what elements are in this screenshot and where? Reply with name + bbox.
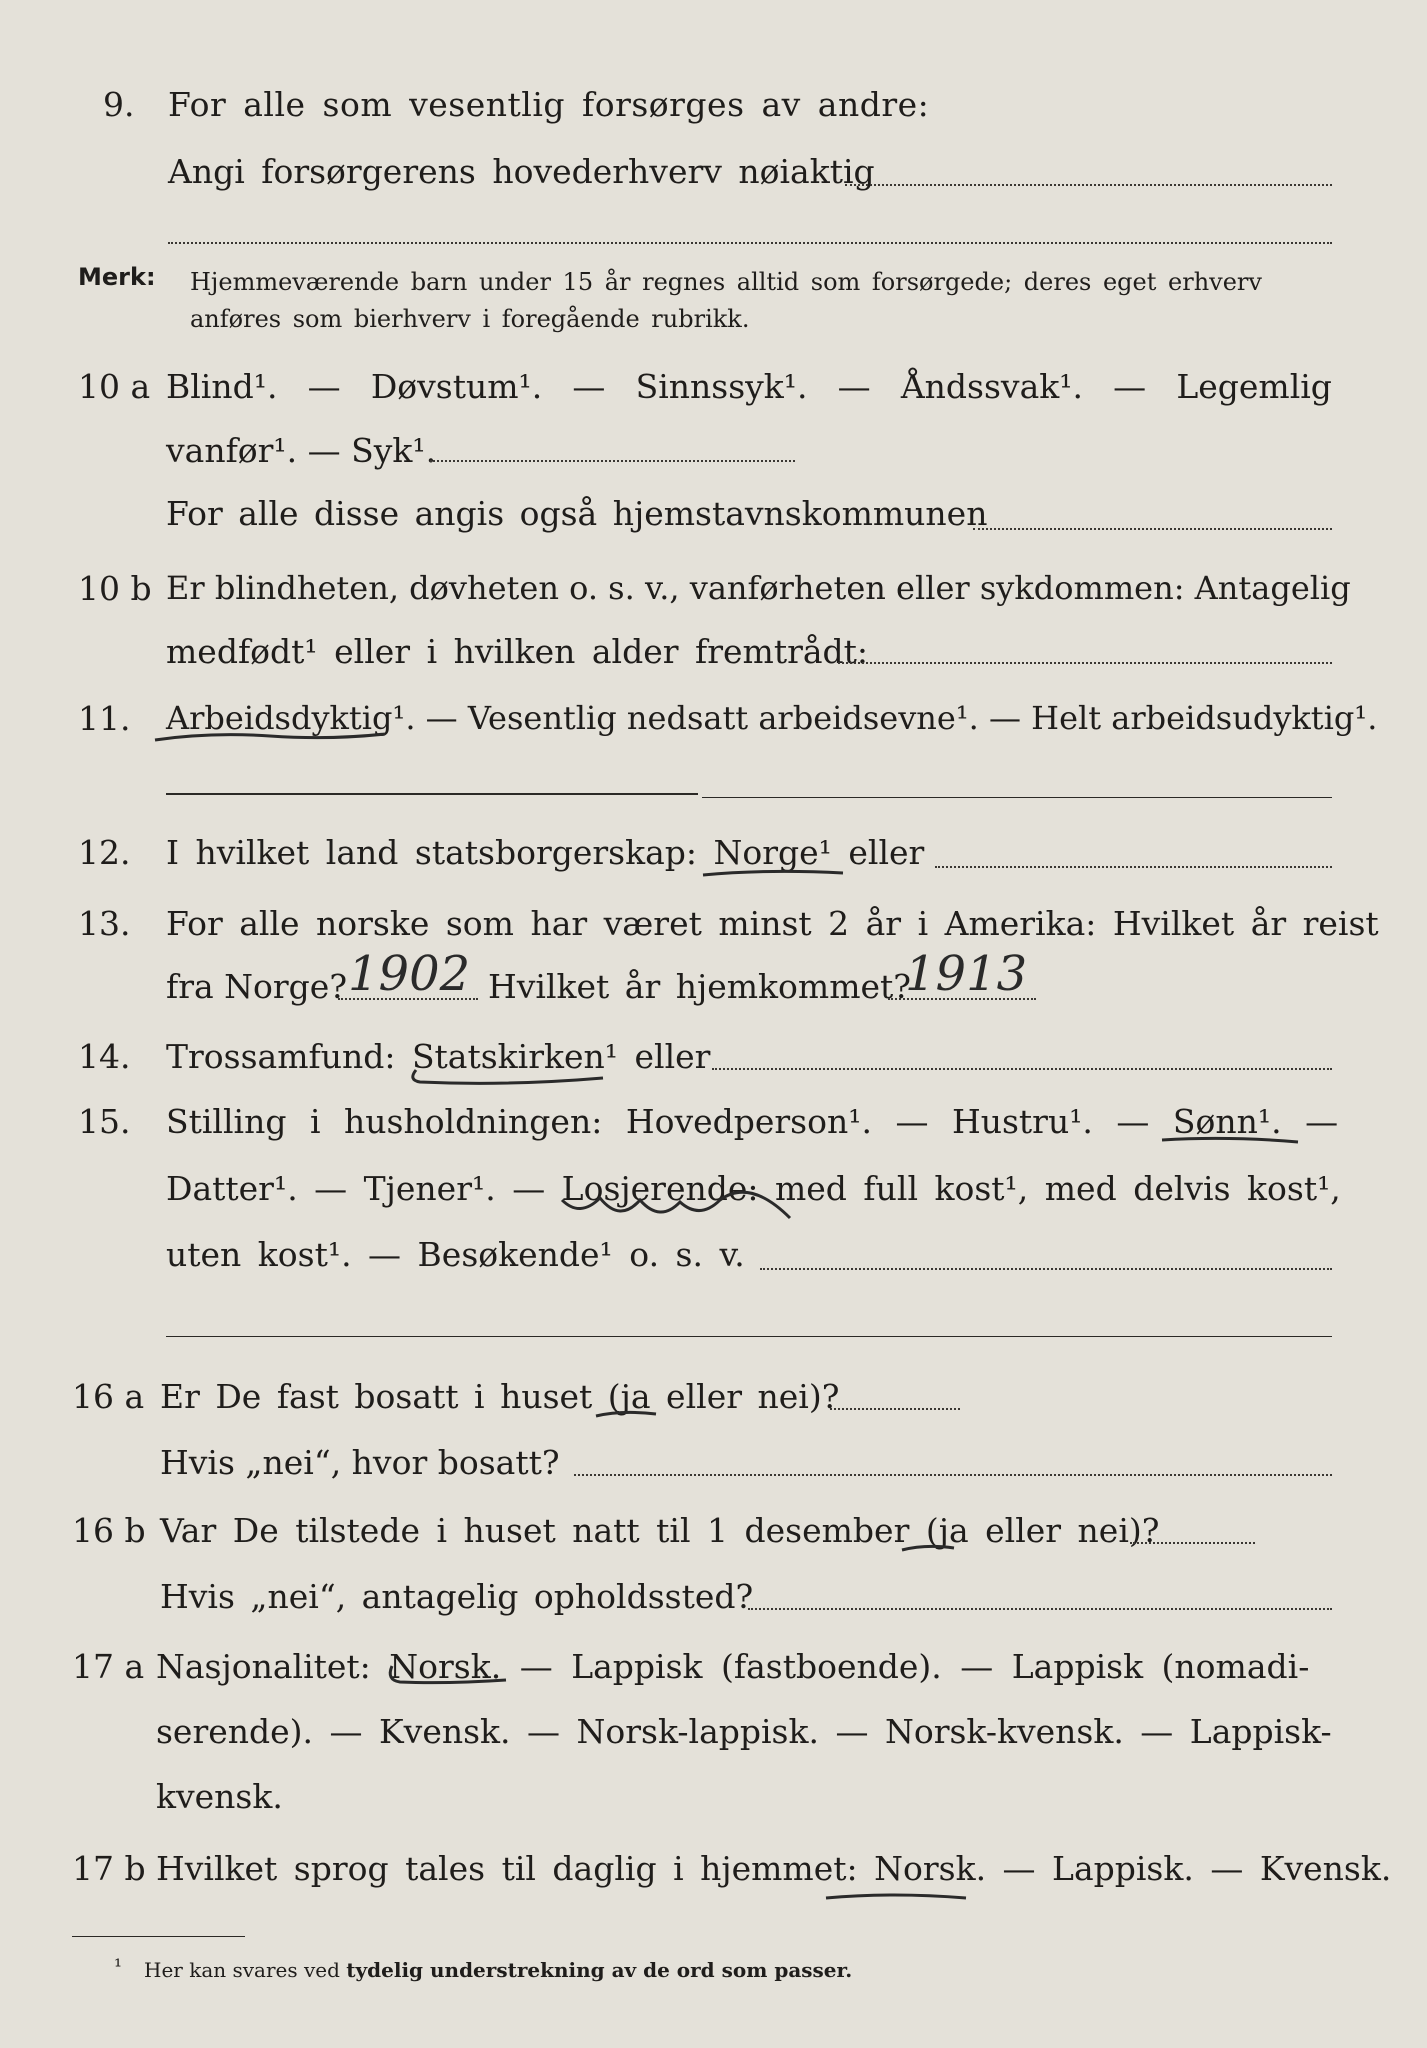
q10b-line1: Er blindheten, døvheten o. s. v., vanførheten eller sykdommen: Antagelig xyxy=(166,569,1351,607)
underline-mark xyxy=(408,1066,608,1090)
q10b-line2: medfødt¹ eller i hvilken alder fremtrådt: xyxy=(166,632,869,671)
underline-mark xyxy=(898,1540,958,1556)
merk-line2: anføres som bierhverv i foregående rubrikk. xyxy=(190,305,750,333)
q16b-number: 16 b xyxy=(72,1511,146,1550)
dash: — xyxy=(572,367,606,406)
q16a-line2: Hvis „nei“, hvor bosatt? xyxy=(160,1443,560,1482)
q11-text: Arbeidsdyktig¹. — Vesentlig nedsatt arbeidsevne¹. — Helt arbeidsudyktig¹. xyxy=(166,699,1378,737)
q14-number: 14. xyxy=(78,1037,131,1076)
underline-mark xyxy=(698,865,848,885)
q9-line2: Angi forsørgerens hovederhverv nøiaktig xyxy=(168,152,875,191)
option-dovstum[interactable]: Døvstum¹. xyxy=(370,367,543,406)
q12-text: I hvilket land statsborgerskap: Norge¹ eller xyxy=(166,833,925,872)
q13-answer-departure[interactable]: 1902 xyxy=(348,946,471,1002)
q16a-number: 16 a xyxy=(72,1377,145,1416)
q15-answer-line[interactable] xyxy=(760,1268,1332,1270)
option-legemlig[interactable]: Legemlig xyxy=(1176,367,1332,406)
q16a-residence-line[interactable] xyxy=(574,1474,1332,1476)
q17a-line3: kvensk. xyxy=(156,1777,283,1816)
q9-number: 9. xyxy=(103,85,135,124)
q12-answer-line[interactable] xyxy=(935,866,1332,868)
q15-number: 15. xyxy=(78,1102,131,1141)
q9-line1: For alle som vesentlig forsørges av andre: xyxy=(168,85,930,124)
q10b-answer-line[interactable] xyxy=(838,662,1332,664)
q11-answer-rule[interactable] xyxy=(166,793,698,795)
q16b-line1: Var De tilstede i huset natt til 1 desember (ja eller nei)? xyxy=(160,1511,1160,1550)
q16a-line1: Er De fast bosatt i huset (ja eller nei)? xyxy=(160,1377,840,1416)
q17a-number: 17 a xyxy=(72,1647,145,1686)
q11-answer-rule-2[interactable] xyxy=(702,797,1332,798)
footnote-text-b: tydelig understrekning av de ord som passer. xyxy=(346,1958,853,1982)
q17a-line2: serende). — Kvensk. — Norsk-lappisk. — Norsk-kvensk. — Lappisk- xyxy=(156,1712,1332,1751)
q13-return-line xyxy=(888,998,1036,1000)
q10a-line1 xyxy=(166,367,1332,406)
q13-number: 13. xyxy=(78,904,131,943)
q15-line1: Stilling i husholdningen: Hovedperson¹. — Hustru¹. — Sønn¹. — xyxy=(166,1102,1339,1141)
q16a-answer-line[interactable] xyxy=(830,1408,960,1410)
dash: — xyxy=(837,367,871,406)
dash: — xyxy=(307,367,341,406)
q15-answer-rule[interactable] xyxy=(166,1336,1332,1337)
q13-answer-return[interactable]: 1913 xyxy=(905,946,1028,1002)
q16b-answer-line[interactable] xyxy=(1130,1542,1255,1544)
q9-answer-line[interactable] xyxy=(845,184,1332,186)
dash: — xyxy=(1113,367,1147,406)
q10a-answer-line[interactable] xyxy=(430,460,795,462)
underline-mark xyxy=(150,728,390,748)
q17a-line1: Nasjonalitet: Norsk. — Lappisk (fastboende). — Lappisk (nomadi- xyxy=(156,1647,1310,1686)
q16b-line2: Hvis „nei“, antagelig opholdssted? xyxy=(160,1577,754,1616)
q10a-line2: vanfør¹. — Syk¹. xyxy=(166,431,437,470)
q13-line1: For alle norske som har været minst 2 år i Amerika: Hvilket år reist xyxy=(166,904,1379,943)
q14-text: Trossamfund: Statskirken¹ eller xyxy=(166,1037,711,1076)
q12-number: 12. xyxy=(78,833,131,872)
underline-mark xyxy=(386,1660,516,1690)
option-blind[interactable]: Blind¹. xyxy=(166,367,278,406)
underline-mark xyxy=(1158,1132,1308,1150)
strike-mark xyxy=(560,1178,800,1238)
underline-mark xyxy=(592,1406,662,1422)
q16b-whereabouts-line[interactable] xyxy=(748,1608,1332,1610)
q13-line2b: Hvilket år hjemkommet? xyxy=(488,967,911,1006)
option-sinnssyk[interactable]: Sinnssyk¹. xyxy=(635,367,808,406)
q13-departure-line xyxy=(338,998,478,1000)
q15-line3: uten kost¹. — Besøkende¹ o. s. v. xyxy=(166,1235,745,1274)
merk-line1: Hjemmeværende barn under 15 år regnes alltid som forsørgede; deres eget erhverv xyxy=(190,268,1262,296)
q15-line2: Datter¹. — Tjener¹. — Losjerende: med full kost¹, med delvis kost¹, xyxy=(166,1169,1341,1208)
q17b-number: 17 b xyxy=(72,1849,146,1888)
q14-answer-line[interactable] xyxy=(712,1068,1332,1070)
merk-label: Merk: xyxy=(78,263,156,291)
q10a-hometown-line[interactable] xyxy=(973,528,1332,530)
option-andssvak[interactable]: Åndssvak¹. xyxy=(900,367,1083,406)
footnote-text-a: Her kan svares ved xyxy=(144,1958,347,1982)
q13-line2a: fra Norge? xyxy=(166,967,348,1006)
footnote-text xyxy=(144,1960,852,1980)
q9-answer-line-2[interactable] xyxy=(168,242,1332,244)
q10a-number: 10 a xyxy=(78,367,151,406)
q17b-text: Hvilket sprog tales til daglig i hjemmet: Norsk. — Lappisk. — Kvensk. xyxy=(156,1849,1392,1888)
footnote-mark: ¹ xyxy=(114,1954,123,1978)
q11-number: 11. xyxy=(78,699,131,738)
underline-mark xyxy=(822,1890,972,1906)
q10b-number: 10 b xyxy=(78,569,152,608)
footnote-separator xyxy=(72,1936,245,1937)
q10a-line3: For alle disse angis også hjemstavnskommunen xyxy=(166,494,988,533)
